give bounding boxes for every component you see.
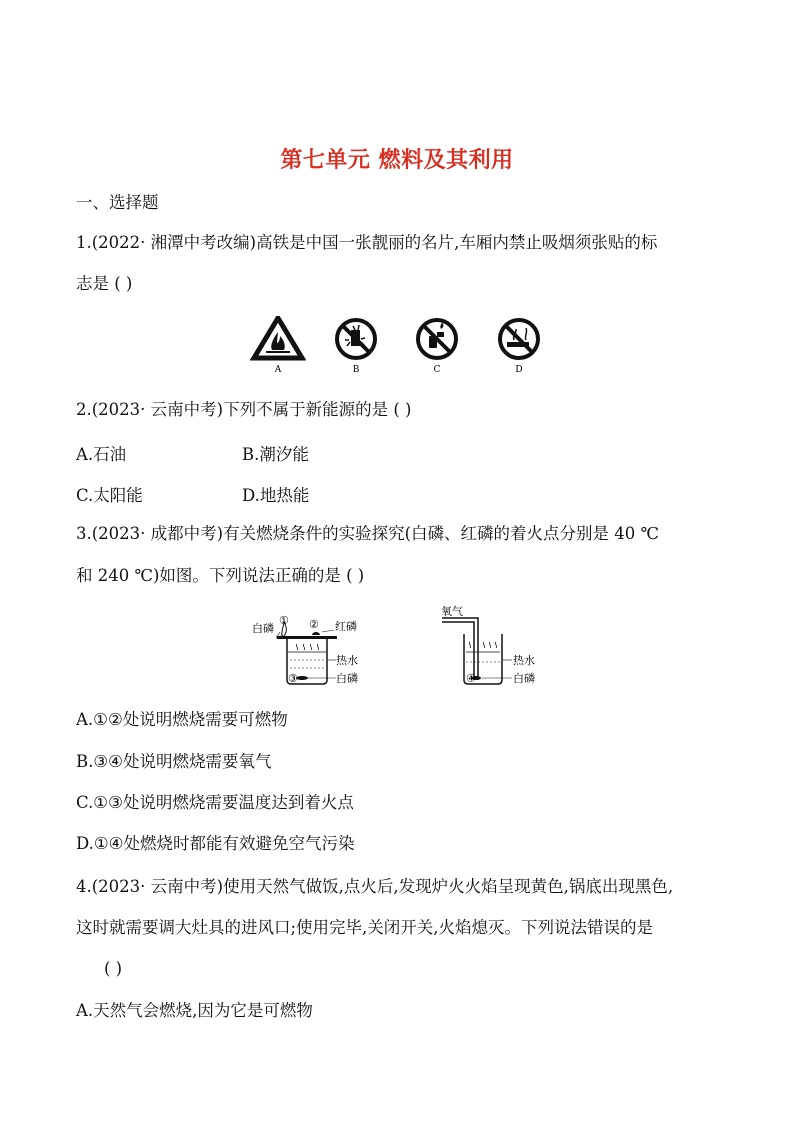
no-fireworks-sign-icon [333, 316, 379, 374]
question-3-stem-line2: 和 240 ℃)如图。下列说法正确的是 ( ) [76, 566, 365, 585]
page-title: 第七单元 燃料及其利用 [280, 148, 514, 173]
question-2-stem: 2.(2023· 云南中考)下列不属于新能源的是 ( ) [76, 400, 412, 419]
beaker-with-copper-plate-diagram [252, 608, 364, 688]
fig-left-white-phosphorus-top: 白磷 [252, 622, 274, 635]
q2-option-a: A.石油 [76, 445, 127, 464]
q3-option-a: A.①②处说明燃烧需要可燃物 [76, 710, 288, 729]
q3-option-b: B.③④处说明燃烧需要氧气 [76, 752, 272, 771]
fig-left-circle-2: ② [309, 618, 319, 631]
fig-right-hot-water: 热水 [513, 654, 535, 667]
question-1-stem-line2: 志是 ( ) [76, 274, 133, 293]
q1-sign-b [333, 316, 379, 378]
q2-option-c: C.太阳能 [76, 486, 143, 505]
question-4-stem-line3: ( ) [104, 959, 123, 978]
fig-left-circle-1: ① [279, 614, 289, 627]
q3-figure-right [440, 604, 550, 692]
q2-option-b: B.潮汐能 [242, 445, 309, 464]
q1-sign-d [496, 316, 542, 378]
q1-label-b: B [352, 365, 360, 374]
question-1-stem-line1: 1.(2022· 湘潭中考改编)高铁是中国一张靓丽的名片,车厢内禁止吸烟须张贴的标 [76, 233, 658, 252]
q2-option-d: D.地热能 [242, 486, 310, 505]
fig-left-white-phosphorus-bottom: 白磷 [336, 672, 358, 685]
q1-label-c: C [433, 365, 441, 374]
q1-sign-a [250, 316, 306, 378]
fig-right-circle-4: ④ [466, 672, 476, 685]
no-lighter-sign-icon [414, 316, 460, 374]
fig-left-red-phosphorus: 红磷 [335, 620, 357, 633]
fig-left-hot-water: 热水 [336, 654, 358, 667]
question-4-stem-line2: 这时就需要调大灶具的进风口;使用完毕,关闭开关,火焰熄灭。下列说法错误的是 [76, 918, 654, 937]
section-heading: 一、选择题 [76, 193, 159, 212]
fig-right-oxygen: 氧气 [441, 605, 463, 618]
q4-option-a: A.天然气会燃烧,因为它是可燃物 [76, 1001, 313, 1020]
q1-sign-c [414, 316, 460, 378]
q3-figure-left [252, 608, 364, 692]
fig-right-white-phosphorus: 白磷 [513, 672, 535, 685]
q1-label-d: D [515, 365, 523, 374]
q1-label-a: A [274, 365, 282, 374]
question-4-stem-line1: 4.(2023· 云南中考)使用天然气做饭,点火后,发现炉火火焰呈现黄色,锅底出现黑色, [76, 877, 674, 896]
no-smoking-sign-icon [496, 316, 542, 374]
q3-option-c: C.①③处说明燃烧需要温度达到着火点 [76, 793, 354, 812]
q3-option-d: D.①④处燃烧时都能有效避免空气污染 [76, 834, 355, 853]
fig-left-circle-3: ③ [288, 672, 298, 685]
question-3-stem-line1: 3.(2023· 成都中考)有关燃烧条件的实验探究(白磷、红磷的着火点分别是 40 ℃ [76, 524, 659, 543]
flammable-warning-sign-icon [250, 316, 306, 374]
beaker-with-oxygen-tube-diagram [440, 604, 550, 688]
